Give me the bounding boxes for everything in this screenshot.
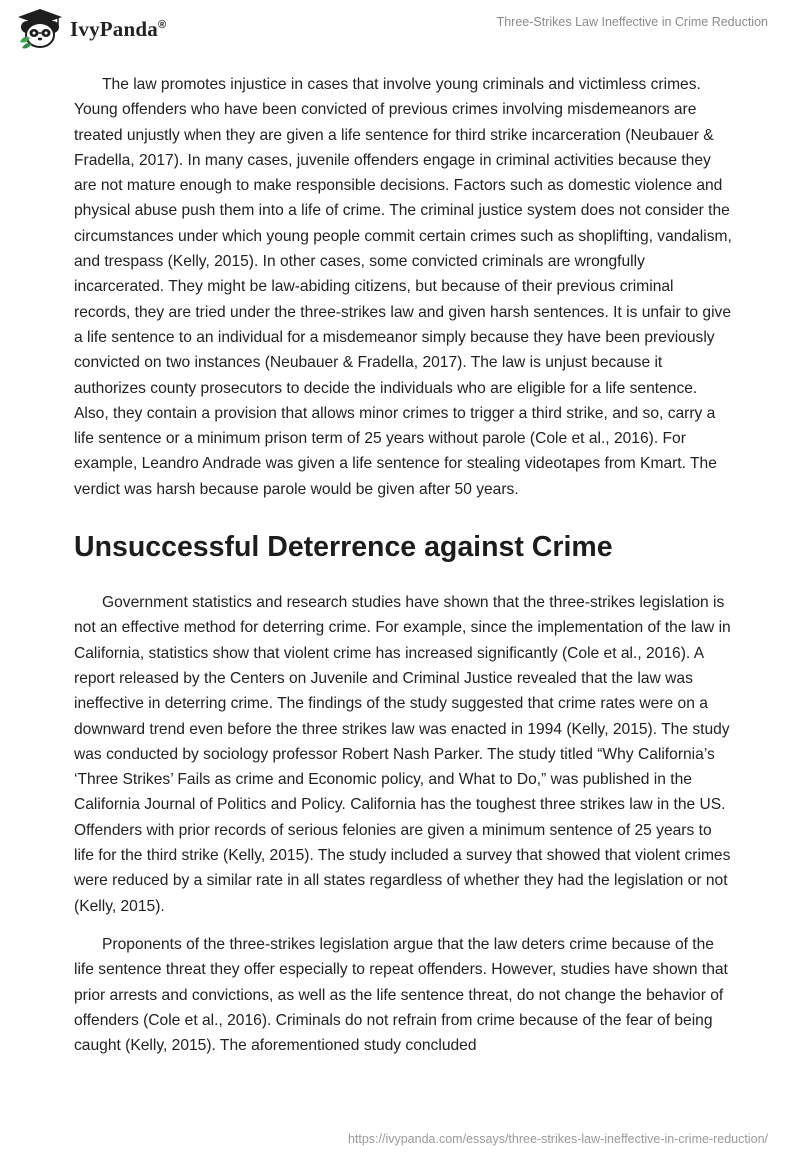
paragraph: Proponents of the three-strikes legislation argue that the law deters crime because of the life sentence threat they offer especially to repeat offenders. However, studies have shown that prior arrests and convictions, as well as the life sentence threat, do not change the behavior of offenders (Cole et al., 2016). Criminals do not refrain from crime because of the fear of being caught (Kelly, 2015). The aforementioned study concluded [74,935,728,1055]
trademark-symbol: ® [157,18,167,31]
brand-name: IvyPanda® [70,16,167,41]
document-title: Three-Strikes Law Ineffective in Crime Reduction [496,15,768,29]
ivypanda-logo[interactable] [16,8,166,50]
panda-graduate-icon [16,8,64,50]
source-url-link[interactable]: https://ivypanda.com/essays/three-strikes-law-ineffective-in-crime-reduction/ [347,1132,768,1146]
essay-content [74,72,734,1071]
paragraph: The law promotes injustice in cases that involve young criminals and victimless crimes. Young offenders who have been convicted of previous crimes involving misdemeanors are treated unjustly when they are given a life sentence for third strike incarceration (Neubauer & Fradella, 2017). In many cases, juvenile offenders engage in criminal activities because they are not mature enough to make responsible decisions. Factors such as domestic violence and physical abuse push them into a life of crime. The criminal justice system does not consider the circumstances under which young people commit certain crimes such as shoplifting, vandalism, and trespass (Kelly, 2015). In other cases, some convicted criminals are wrongfully incarcerated. They might be law-abiding citizens, but because of their previous criminal records, they are tried under the three-strikes law and given harsh sentences. It is unfair to give a life sentence to an individual for a misdemeanor simply because they have been previously convicted on two instances (Neubauer & Fradella, 2017). The law is unjust because it authorizes county prosecutors to decide the individuals who are eligible for a life sentence. Also, they contain a provision that allows minor crimes to trigger a third strike, and so, carry a life sentence or a minimum prison term of 25 years without parole (Cole et al., 2016). For example, Leandro Andrade was given a life sentence for stealing videotapes from Kmart. The verdict was harsh because parole would be given after 50 years. [74,76,732,498]
section-heading: Unsuccessful Deterrence against Crime [74,531,613,564]
page-header [0,0,800,60]
paragraph: Government statistics and research studies have shown that the three-strikes legislation is not an effective method for deterring crime. For example, since the implementation of the law in California, statistics show that violent crime has increased significantly (Cole et al., 2016). A report released by the Centers on Juvenile and Criminal Justice revealed that the law was ineffective in deterring crime. The findings of the study suggested that crime rates were on a downward trend even before the three strikes law was enacted in 1994 (Kelly, 2015). The study was conducted by sociology professor Robert Nash Parker. The study titled “Why California’s ‘Three Strikes’ Fails as crime and Economic policy, and What to Do,” was published in the California Journal of Politics and Policy. California has the toughest three strikes law in the US. Offenders with prior records of serious felonies are given a minimum sentence of 25 years to life for the third strike (Kelly, 2015). The study included a survey that showed that violent crimes were reduced by a similar rate in all states regardless of whether they had the legislation or not (Kelly, 2015). [74,594,731,915]
